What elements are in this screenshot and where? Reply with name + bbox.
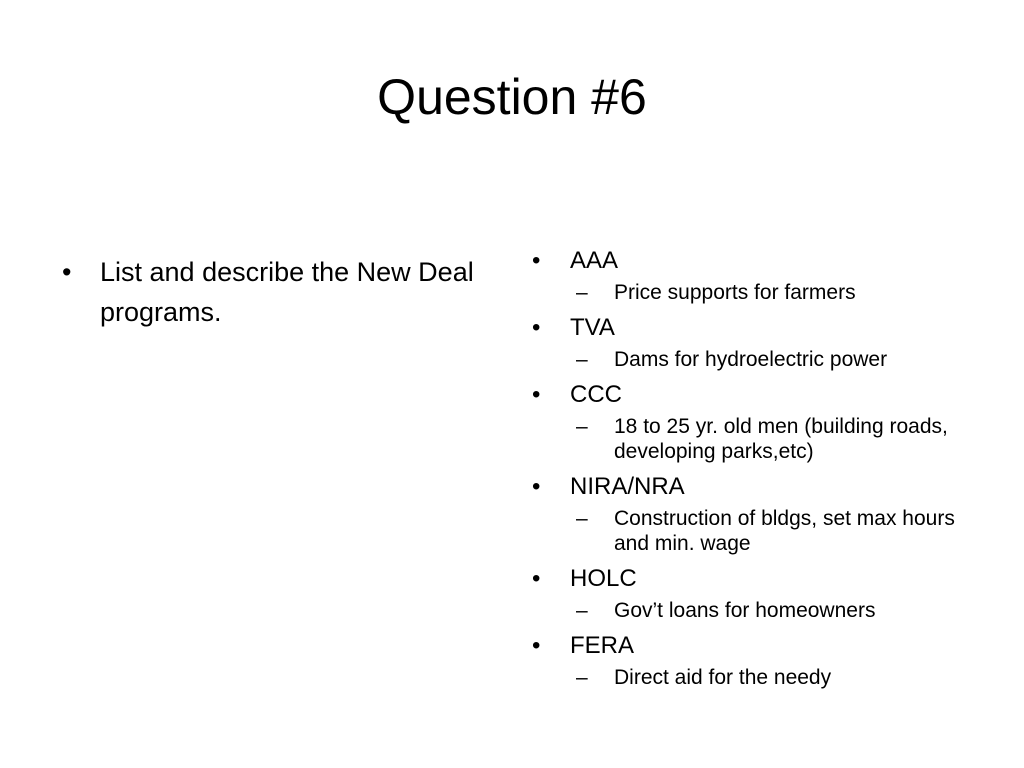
program-detail-nira-nra [576,506,972,556]
program-detail-text: 18 to 25 yr. old men (building roads, developing parks,etc) [614,415,948,463]
program-detail-text: Direct aid for the needy [614,666,832,689]
program-detail-ccc [576,414,972,464]
program-detail-aaa [576,280,972,305]
program-detail-fera [576,665,972,690]
bullet-marker: • [532,565,541,592]
sub-marker: – [576,415,588,438]
program-bullet-ccc [532,378,972,412]
program-label: NIRA/NRA [570,473,685,500]
left-bullet [62,252,482,332]
program-bullet-holc [532,562,972,596]
program-detail-text: Dams for hydroelectric power [614,348,888,371]
program-detail-text: Price supports for farmers [614,281,856,304]
program-label: FERA [570,632,635,659]
program-label: AAA [570,247,619,274]
program-label: TVA [570,314,615,341]
sub-marker: – [576,599,588,622]
program-detail-text: Construction of bldgs, set max hours and min. wage [614,507,955,555]
program-detail-text: Gov’t loans for homeowners [614,599,876,622]
bullet-marker: • [532,314,541,341]
bullet-marker: • [532,381,541,408]
program-detail-holc [576,598,972,623]
bullet-marker: • [532,632,541,659]
program-bullet-aaa [532,244,972,278]
sub-marker: – [576,507,588,530]
program-label: CCC [570,381,622,408]
right-content-column [532,244,972,696]
slide-title: Question #6 [377,69,647,125]
bullet-marker: • [62,257,72,287]
program-label: HOLC [570,565,637,592]
sub-marker: – [576,281,588,304]
program-detail-tva [576,347,972,372]
sub-marker: – [576,348,588,371]
left-content-column [62,252,482,332]
program-bullet-fera [532,629,972,663]
bullet-marker: • [532,247,541,274]
bullet-marker: • [532,473,541,500]
program-bullet-nira-nra [532,470,972,504]
sub-marker: – [576,666,588,689]
bullet-text: List and describe the New Deal programs. [100,257,474,327]
program-bullet-tva [532,311,972,345]
